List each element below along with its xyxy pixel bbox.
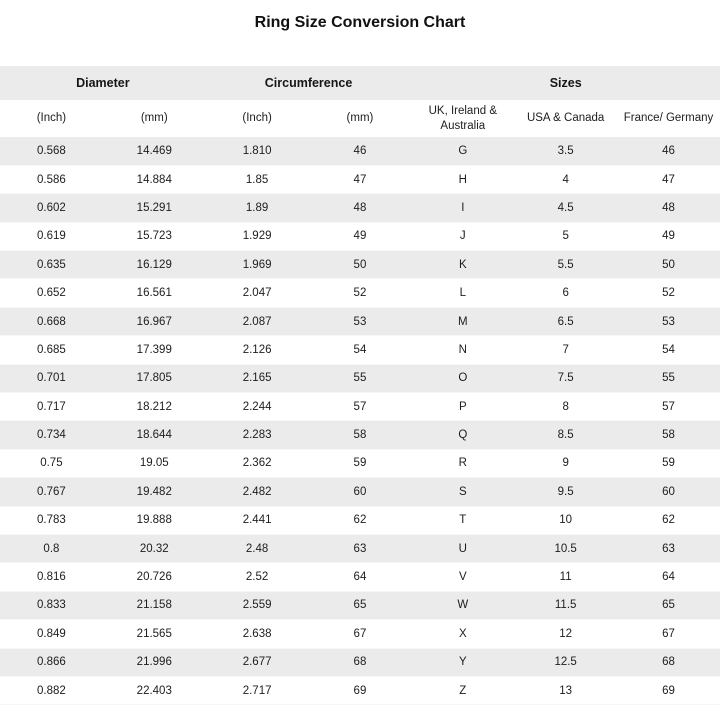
table-cell: T [459, 514, 467, 527]
table-cell: 1.85 [245, 173, 269, 186]
table-cell: 0.783 [37, 514, 66, 527]
table-cell: 48 [662, 201, 675, 214]
table-cell: 67 [662, 627, 675, 640]
table-cell: 5 [562, 230, 569, 243]
table-cell: 6 [562, 287, 569, 300]
table-row [0, 591, 720, 619]
table-cell: W [457, 599, 469, 612]
table-row [0, 506, 720, 534]
column-group-header: Diameter [76, 76, 130, 90]
column-group-header: Circumference [264, 76, 353, 90]
table-cell: 68 [662, 656, 675, 669]
column-header: (Inch) [242, 112, 272, 125]
table-cell: Z [459, 684, 467, 697]
table-cell: 12 [559, 627, 573, 640]
table-cell: P [458, 400, 467, 413]
table-cell: 21.996 [136, 656, 172, 669]
table-cell: 0.767 [37, 485, 66, 498]
table-cell: 2.559 [242, 599, 272, 612]
table-cell: 46 [353, 144, 367, 157]
table-cell: 57 [353, 400, 367, 413]
table-cell: M [458, 315, 468, 328]
table-cell: 0.734 [37, 429, 66, 442]
table-cell: 10 [559, 514, 573, 527]
table-cell: 0.8 [43, 542, 60, 555]
table-cell: 2.48 [245, 542, 269, 555]
table-cell: 64 [353, 571, 367, 584]
table-cell: 6.5 [557, 315, 574, 328]
table-row [0, 336, 720, 364]
table-cell: O [458, 372, 468, 385]
ring-size-conversion-table [0, 66, 720, 705]
table-cell: 3.5 [557, 144, 574, 157]
table-cell: 0.668 [37, 315, 66, 328]
table-cell: 11 [559, 571, 572, 584]
table-row [0, 165, 720, 193]
table-cell: 9.5 [557, 485, 574, 498]
table-row [0, 534, 720, 562]
table-cell: 59 [662, 457, 675, 470]
table-cell: 63 [353, 542, 367, 555]
table-cell: 0.602 [37, 201, 66, 214]
table-cell: 2.126 [242, 343, 272, 356]
table-cell: 0.568 [37, 144, 66, 157]
column-group-row [0, 66, 720, 100]
column-header: (mm) [346, 112, 374, 125]
table-cell: 69 [662, 684, 675, 697]
table-cell: J [459, 230, 466, 243]
table-cell: 19.482 [136, 485, 172, 498]
table-cell: 17.399 [136, 343, 172, 356]
table-row [0, 620, 720, 648]
table-cell: 0.685 [37, 343, 66, 356]
table-cell: 12.5 [554, 656, 577, 669]
table-cell: 58 [662, 429, 675, 442]
table-cell: 21.158 [136, 599, 172, 612]
table-cell: H [458, 173, 467, 186]
table-cell: G [458, 144, 468, 157]
table-cell: 54 [662, 343, 675, 356]
table-body [0, 137, 720, 705]
table-cell: 0.816 [37, 571, 66, 584]
table-cell: 68 [353, 656, 367, 669]
table-cell: 46 [662, 144, 675, 157]
table-cell: 52 [662, 287, 675, 300]
table-cell: 2.638 [242, 627, 272, 640]
table-cell: 2.717 [242, 684, 272, 697]
table-cell: 0.882 [37, 684, 66, 697]
table-header [0, 66, 720, 137]
table-cell: 0.833 [37, 599, 66, 612]
table-cell: 47 [662, 173, 675, 186]
table-cell: 22.403 [136, 684, 172, 697]
table-cell: 1.810 [242, 144, 272, 157]
table-cell: 15.291 [136, 201, 172, 214]
table-cell: 47 [353, 173, 367, 186]
table-cell: 0.586 [37, 173, 66, 186]
table-cell: 57 [662, 400, 675, 413]
table-cell: 60 [662, 485, 675, 498]
table-cell: 20.726 [136, 571, 172, 584]
table-cell: S [458, 485, 467, 498]
table-cell: 7.5 [557, 372, 574, 385]
table-cell: 10.5 [554, 542, 577, 555]
table-cell: 0.619 [37, 230, 66, 243]
table-cell: 8 [562, 400, 569, 413]
table-cell: 11.5 [554, 599, 577, 612]
table-cell: 17.805 [136, 372, 172, 385]
table-cell: 60 [353, 485, 367, 498]
table-cell: 52 [353, 287, 367, 300]
table-cell: 7 [562, 343, 569, 356]
table-cell: 5.5 [557, 258, 574, 271]
table-cell: 4 [562, 173, 569, 186]
table-cell: 0.652 [37, 287, 66, 300]
table-cell: 62 [662, 514, 675, 527]
table-row [0, 251, 720, 279]
table-row [0, 393, 720, 421]
table-row [0, 194, 720, 222]
table-cell: 2.677 [242, 656, 272, 669]
table-cell: 2.362 [242, 457, 272, 470]
table-cell: N [458, 343, 467, 356]
table-cell: 16.129 [136, 258, 172, 271]
table-cell: 2.482 [242, 485, 272, 498]
column-header: UK, Ireland & Australia [428, 104, 497, 132]
table-cell: 2.283 [242, 429, 272, 442]
table-cell: 48 [353, 201, 367, 214]
table-cell: X [458, 627, 467, 640]
table-cell: Y [458, 656, 467, 669]
column-header: (mm) [140, 112, 168, 125]
column-header: (Inch) [36, 112, 67, 125]
table-cell: 20.32 [139, 542, 169, 555]
table-cell: 8.5 [557, 429, 574, 442]
table-cell: 67 [353, 627, 367, 640]
table-cell: 63 [662, 542, 675, 555]
table-cell: V [458, 571, 467, 584]
table-cell: 55 [353, 372, 367, 385]
table-cell: 2.165 [242, 372, 272, 385]
table-cell: 2.244 [242, 400, 272, 413]
table-row [0, 563, 720, 591]
table-cell: 69 [353, 684, 367, 697]
table-cell: 49 [662, 230, 675, 243]
table-cell: 14.884 [136, 173, 172, 186]
table-cell: I [461, 201, 465, 214]
table-cell: 9 [562, 457, 569, 470]
table-cell: 65 [662, 599, 675, 612]
table-cell: 58 [353, 429, 367, 442]
table-cell: 55 [662, 372, 675, 385]
table-cell: 19.888 [136, 514, 172, 527]
table-cell: 13 [559, 684, 573, 697]
table-cell: 21.565 [136, 627, 172, 640]
table-row [0, 449, 720, 477]
table-cell: 59 [353, 457, 367, 470]
table-cell: 1.929 [242, 230, 272, 243]
column-header: France/ Germany [623, 112, 714, 125]
table-cell: 1.969 [242, 258, 272, 271]
table-cell: 4.5 [557, 201, 574, 214]
table-cell: 14.469 [136, 144, 172, 157]
table-cell: R [458, 457, 467, 470]
table-cell: K [458, 258, 467, 271]
table-cell: 62 [353, 514, 367, 527]
table-row [0, 137, 720, 165]
table-cell: 1.89 [245, 201, 269, 214]
table-cell: U [458, 542, 467, 555]
table-cell: 0.701 [37, 372, 66, 385]
page-title: Ring Size Conversion Chart [254, 14, 466, 31]
table-row [0, 364, 720, 392]
table-cell: 0.717 [37, 400, 66, 413]
table-cell: 54 [353, 343, 367, 356]
table-cell: Q [458, 429, 468, 442]
table-row [0, 676, 720, 704]
table-cell: 53 [662, 315, 675, 328]
table-cell: 2.087 [242, 315, 272, 328]
table-cell: 0.635 [37, 258, 66, 271]
table-row [0, 222, 720, 250]
table-cell: 2.52 [245, 571, 269, 584]
table-cell: 16.561 [136, 287, 172, 300]
table-cell: 64 [662, 571, 675, 584]
table-cell: 49 [353, 230, 367, 243]
table-cell: 65 [353, 599, 367, 612]
table-cell: 18.644 [136, 429, 172, 442]
table-cell: 53 [353, 315, 367, 328]
table-cell: 15.723 [136, 230, 172, 243]
column-group-header: Sizes [549, 76, 582, 90]
table-cell: 16.967 [136, 315, 172, 328]
column-header-row [0, 100, 720, 137]
table-cell: 2.441 [242, 514, 272, 527]
table-cell: 0.866 [37, 656, 66, 669]
table-cell: 0.849 [37, 627, 66, 640]
table-row [0, 307, 720, 335]
table-cell: L [459, 287, 466, 300]
table-cell: 18.212 [136, 400, 172, 413]
table-cell: 19.05 [139, 457, 169, 470]
column-header: USA & Canada [526, 112, 605, 125]
table-row [0, 279, 720, 307]
table-row [0, 421, 720, 449]
table-cell: 50 [353, 258, 367, 271]
table-row [0, 648, 720, 676]
table-row [0, 478, 720, 506]
table-cell: 2.047 [242, 287, 272, 300]
table-cell: 50 [662, 258, 675, 271]
table-cell: 0.75 [40, 457, 63, 470]
